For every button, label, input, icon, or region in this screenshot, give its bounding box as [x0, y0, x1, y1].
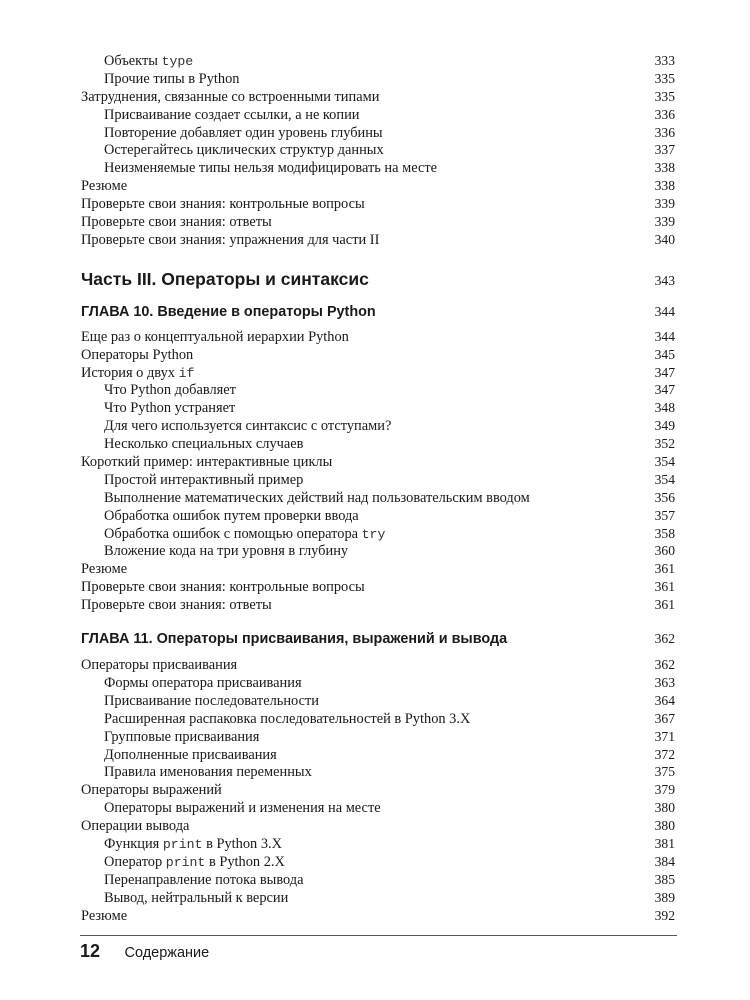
toc-entry-text: Присваивание последовательности: [104, 692, 319, 709]
toc-entry-code: print: [162, 836, 203, 852]
toc-entry-page-number: 348: [654, 400, 675, 416]
toc-entry-title: [81, 365, 194, 383]
chapter-10-heading: [81, 302, 675, 322]
toc-entry-page-number: 339: [654, 214, 675, 230]
toc-entry-text: Присваивание создает ссылки, а не копии: [104, 106, 360, 123]
toc-entry-page-number: 363: [654, 674, 675, 690]
toc-entry-page-number: 336: [654, 124, 675, 140]
toc-entry-text: Короткий пример: интерактивные циклы: [81, 454, 333, 471]
toc-entry: [81, 835, 675, 853]
toc-entry: [81, 596, 675, 614]
table-of-contents: [81, 52, 675, 924]
toc-entry-title: [104, 107, 359, 125]
part-title: Часть III. Операторы и синтаксис: [81, 268, 369, 289]
toc-entry: [81, 656, 675, 674]
toc-entry-page-number: 361: [654, 579, 675, 595]
toc-entry: [81, 141, 675, 159]
toc-entry-title: [81, 782, 222, 800]
toc-entry: [81, 213, 675, 231]
toc-entry-text: Резюме: [81, 178, 128, 195]
toc-entry: [81, 195, 675, 213]
toc-entry-text: Обработка ошибок с помощью оператора: [104, 525, 362, 542]
footer-page-number: 12: [80, 941, 101, 961]
toc-entry-page-number: 361: [654, 597, 675, 613]
toc-entry-text: Функция: [104, 835, 163, 852]
toc-entry-page-number: 380: [654, 800, 675, 816]
toc-entry-page-number: 384: [654, 853, 675, 869]
toc-entry-page-number: 336: [654, 106, 675, 122]
toc-entry-page-number: 392: [654, 907, 675, 923]
toc-entry-text: Несколько специальных случаев: [104, 436, 304, 453]
toc-entry-text: Повторение добавляет один уровень глубины: [104, 124, 383, 141]
toc-entry-title: [81, 454, 332, 472]
footer-divider: [80, 935, 677, 936]
part-page-number: 343: [654, 272, 675, 288]
toc-entry: [81, 710, 675, 728]
toc-entry-page-number: 347: [654, 364, 675, 380]
toc-entry-text: Простой интерактивный пример: [104, 471, 304, 488]
toc-entry: [81, 489, 675, 507]
toc-entry-page-number: 381: [654, 835, 675, 851]
toc-entry-text: Для чего используется синтаксис с отступами?: [104, 418, 392, 435]
toc-entry-title: [104, 508, 359, 526]
toc-entry-page-number: 354: [654, 471, 675, 487]
toc-entry-title: [81, 597, 272, 615]
toc-entry-code: try: [361, 526, 386, 542]
toc-entry: [81, 728, 675, 746]
toc-entry-text: Проверьте свои знания: контрольные вопросы: [81, 579, 365, 596]
toc-entry-text: Проверьте свои знания: упражнения для части II: [81, 231, 380, 248]
toc-entry-text: Правила именования переменных: [104, 764, 312, 781]
toc-entry-title: [81, 657, 237, 675]
toc-entry-text: Перенаправление потока вывода: [104, 871, 304, 888]
toc-entry-title: [104, 729, 259, 747]
toc-entry-title: [104, 382, 236, 400]
toc-entry-title: [104, 400, 235, 418]
toc-entry-page-number: 358: [654, 525, 675, 541]
toc-entry: [81, 889, 675, 907]
toc-entry: [81, 692, 675, 710]
toc-entry-text: Остерегайтесь циклических структур данных: [104, 142, 384, 159]
toc-entry: [81, 763, 675, 781]
toc-entry-page-number: 333: [654, 53, 675, 68]
toc-entry-title: [104, 71, 239, 89]
toc-entry: [81, 542, 675, 560]
toc-entry-page-number: 375: [654, 764, 675, 780]
chapter-11-heading: [81, 629, 675, 649]
toc-entry: [81, 106, 675, 124]
toc-entry-text: Резюме: [81, 561, 128, 578]
toc-entry-page-number: 360: [654, 543, 675, 559]
toc-entry: [81, 507, 675, 525]
toc-entry: [81, 781, 675, 799]
toc-entry-page-number: 340: [654, 231, 675, 247]
toc-entry-text: Групповые присваивания: [104, 728, 260, 745]
toc-entry-page-number: 357: [654, 507, 675, 523]
toc-entry-title: [104, 747, 277, 765]
chapter-11-title: ГЛАВА 11. Операторы присваивания, выражений и вывода: [81, 631, 508, 648]
part-heading: [81, 268, 675, 290]
toc-entry: [81, 231, 675, 249]
toc-entry-title: [81, 89, 379, 107]
toc-entry-title: [104, 490, 530, 508]
toc-entry-page-number: 338: [654, 178, 675, 194]
toc-entry-title: [81, 232, 379, 250]
toc-entry: [81, 560, 675, 578]
toc-entry-text: Операции вывода: [81, 818, 190, 835]
toc-entry-code: if: [178, 365, 195, 381]
toc-entry: [81, 124, 675, 142]
toc-entry: [81, 453, 675, 471]
toc-entry-code: print: [165, 854, 206, 870]
toc-entry-title: [81, 908, 127, 926]
toc-entry-title: [104, 526, 385, 544]
toc-entry-text: Что Python устраняет: [104, 400, 236, 417]
toc-entry-text: Оператор: [104, 853, 166, 870]
toc-entry-text-suffix: в Python 2.X: [205, 853, 285, 870]
toc-entry: [81, 746, 675, 764]
toc-entry: [81, 471, 675, 489]
toc-entry-text: Выполнение математических действий над пользовательским вводом: [104, 489, 530, 506]
toc-entry: [81, 399, 675, 417]
toc-entry-page-number: 354: [654, 454, 675, 470]
toc-entry-text: История о двух: [81, 364, 179, 381]
toc-entry-title: [81, 579, 365, 597]
toc-entry-page-number: 362: [654, 657, 675, 673]
chapter-11-page-number: 362: [654, 631, 675, 647]
toc-entry: [81, 381, 675, 399]
toc-entry-text: Проверьте свои знания: ответы: [81, 597, 272, 614]
toc-entry: [81, 817, 675, 835]
toc-entry: [81, 159, 675, 177]
toc-entry-page-number: 380: [654, 818, 675, 834]
toc-entry-page-number: 335: [654, 88, 675, 104]
toc-entry-title: [104, 872, 304, 890]
toc-entry-title: [104, 543, 348, 561]
toc-entry-title: [81, 214, 272, 232]
toc-entry-page-number: 349: [654, 418, 675, 434]
toc-entry-text: Проверьте свои знания: контрольные вопросы: [81, 196, 365, 213]
toc-entry-page-number: 338: [654, 160, 675, 176]
chapter-10-title: ГЛАВА 10. Введение в операторы Python: [81, 303, 376, 320]
page-footer: [80, 941, 209, 962]
toc-entry: [81, 346, 675, 364]
toc-entry-text: Неизменяемые типы нельзя модифицировать на месте: [104, 160, 438, 177]
toc-entry-text: Прочие типы в Python: [104, 70, 240, 87]
toc-entry: [81, 52, 675, 70]
toc-entry-text: Затруднения, связанные со встроенными типами: [81, 88, 380, 105]
toc-entry-page-number: 372: [654, 746, 675, 762]
toc-entry-page-number: 345: [654, 346, 675, 362]
toc-entry-text: Операторы присваивания: [81, 657, 238, 674]
toc-entry-title: [81, 196, 365, 214]
toc-entry-page-number: 367: [654, 710, 675, 726]
toc-entry: [81, 417, 675, 435]
footer-section-label: Содержание: [124, 945, 210, 961]
toc-entry-page-number: 352: [654, 436, 675, 452]
toc-entry-text: Резюме: [81, 907, 128, 924]
toc-entry: [81, 177, 675, 195]
toc-entry-text: Операторы Python: [81, 346, 194, 363]
toc-entry: [81, 70, 675, 88]
toc-entry: [81, 88, 675, 106]
toc-entry-text: Обработка ошибок путем проверки ввода: [104, 507, 359, 524]
toc-entry-title: [81, 178, 127, 196]
toc-entry-page-number: 337: [654, 142, 675, 158]
toc-entry-title: [104, 418, 391, 436]
toc-entry-page-number: 364: [654, 692, 675, 708]
chapter-10-page-number: 344: [654, 303, 675, 319]
toc-entry-page-number: 356: [654, 489, 675, 505]
toc-entry: [81, 435, 675, 453]
toc-entry: [81, 364, 675, 382]
toc-entry: [81, 578, 675, 596]
toc-entry: [81, 871, 675, 889]
toc-entry-text: Операторы выражений и изменения на месте: [104, 800, 381, 817]
toc-entry-title: [104, 890, 288, 908]
toc-entry-title: [104, 160, 437, 178]
toc-entry-title: [104, 836, 282, 854]
toc-entry-text: Вложение кода на три уровня в глубину: [104, 543, 349, 560]
toc-entry: [81, 853, 675, 871]
toc-entry: [81, 799, 675, 817]
chapter-11-entries: [81, 656, 675, 924]
toc-entry-title: [81, 561, 127, 579]
toc-entry-text: Формы оператора присваивания: [104, 674, 302, 691]
toc-entry-title: [104, 693, 319, 711]
toc-entry-code: type: [161, 54, 194, 69]
toc-entry-title: [81, 818, 189, 836]
toc-entry-text: Еще раз о концептуальной иерархии Python: [81, 328, 349, 345]
toc-entry-title: [104, 711, 470, 729]
toc-entry-page-number: 347: [654, 382, 675, 398]
toc-entry-text: Дополненные присваивания: [104, 746, 277, 763]
toc-entry-text: Вывод, нейтральный к версии: [104, 889, 289, 906]
toc-entry-title: [104, 142, 384, 160]
toc-entry-page-number: 385: [654, 871, 675, 887]
toc-entry-page-number: 361: [654, 561, 675, 577]
toc-entry-page-number: 371: [654, 728, 675, 744]
toc-entry-title: [104, 675, 302, 693]
chapter-10-entries: [81, 328, 675, 614]
toc-entry-title: [104, 764, 312, 782]
toc-entry-title: [81, 347, 193, 365]
toc-entry-page-number: 344: [654, 328, 675, 344]
toc-entry-title: [104, 53, 193, 71]
toc-entry-text: Операторы выражений: [81, 782, 222, 799]
toc-entry-title: [104, 800, 381, 818]
toc-entry: [81, 328, 675, 346]
toc-entry-page-number: 389: [654, 889, 675, 905]
toc-entry-title: [104, 854, 285, 872]
toc-entry-title: [104, 472, 303, 490]
toc-entry-title: [104, 436, 303, 454]
toc-entry-text: Проверьте свои знания: ответы: [81, 214, 272, 231]
toc-entry-text: Что Python добавляет: [104, 382, 236, 399]
toc-entry-text: Объекты: [104, 53, 162, 69]
toc-entry: [81, 674, 675, 692]
toc-entry: [81, 907, 675, 925]
toc-entry: [81, 525, 675, 543]
toc-entry-text: Расширенная распаковка последовательностей в Python 3.X: [104, 710, 471, 727]
toc-entry-title: [81, 329, 349, 347]
toc-entries-before-part: [81, 52, 675, 249]
toc-entry-page-number: 335: [654, 70, 675, 86]
toc-entry-page-number: 379: [654, 782, 675, 798]
toc-entry-page-number: 339: [654, 196, 675, 212]
toc-entry-text-suffix: в Python 3.X: [202, 835, 283, 852]
toc-entry-title: [104, 125, 383, 143]
